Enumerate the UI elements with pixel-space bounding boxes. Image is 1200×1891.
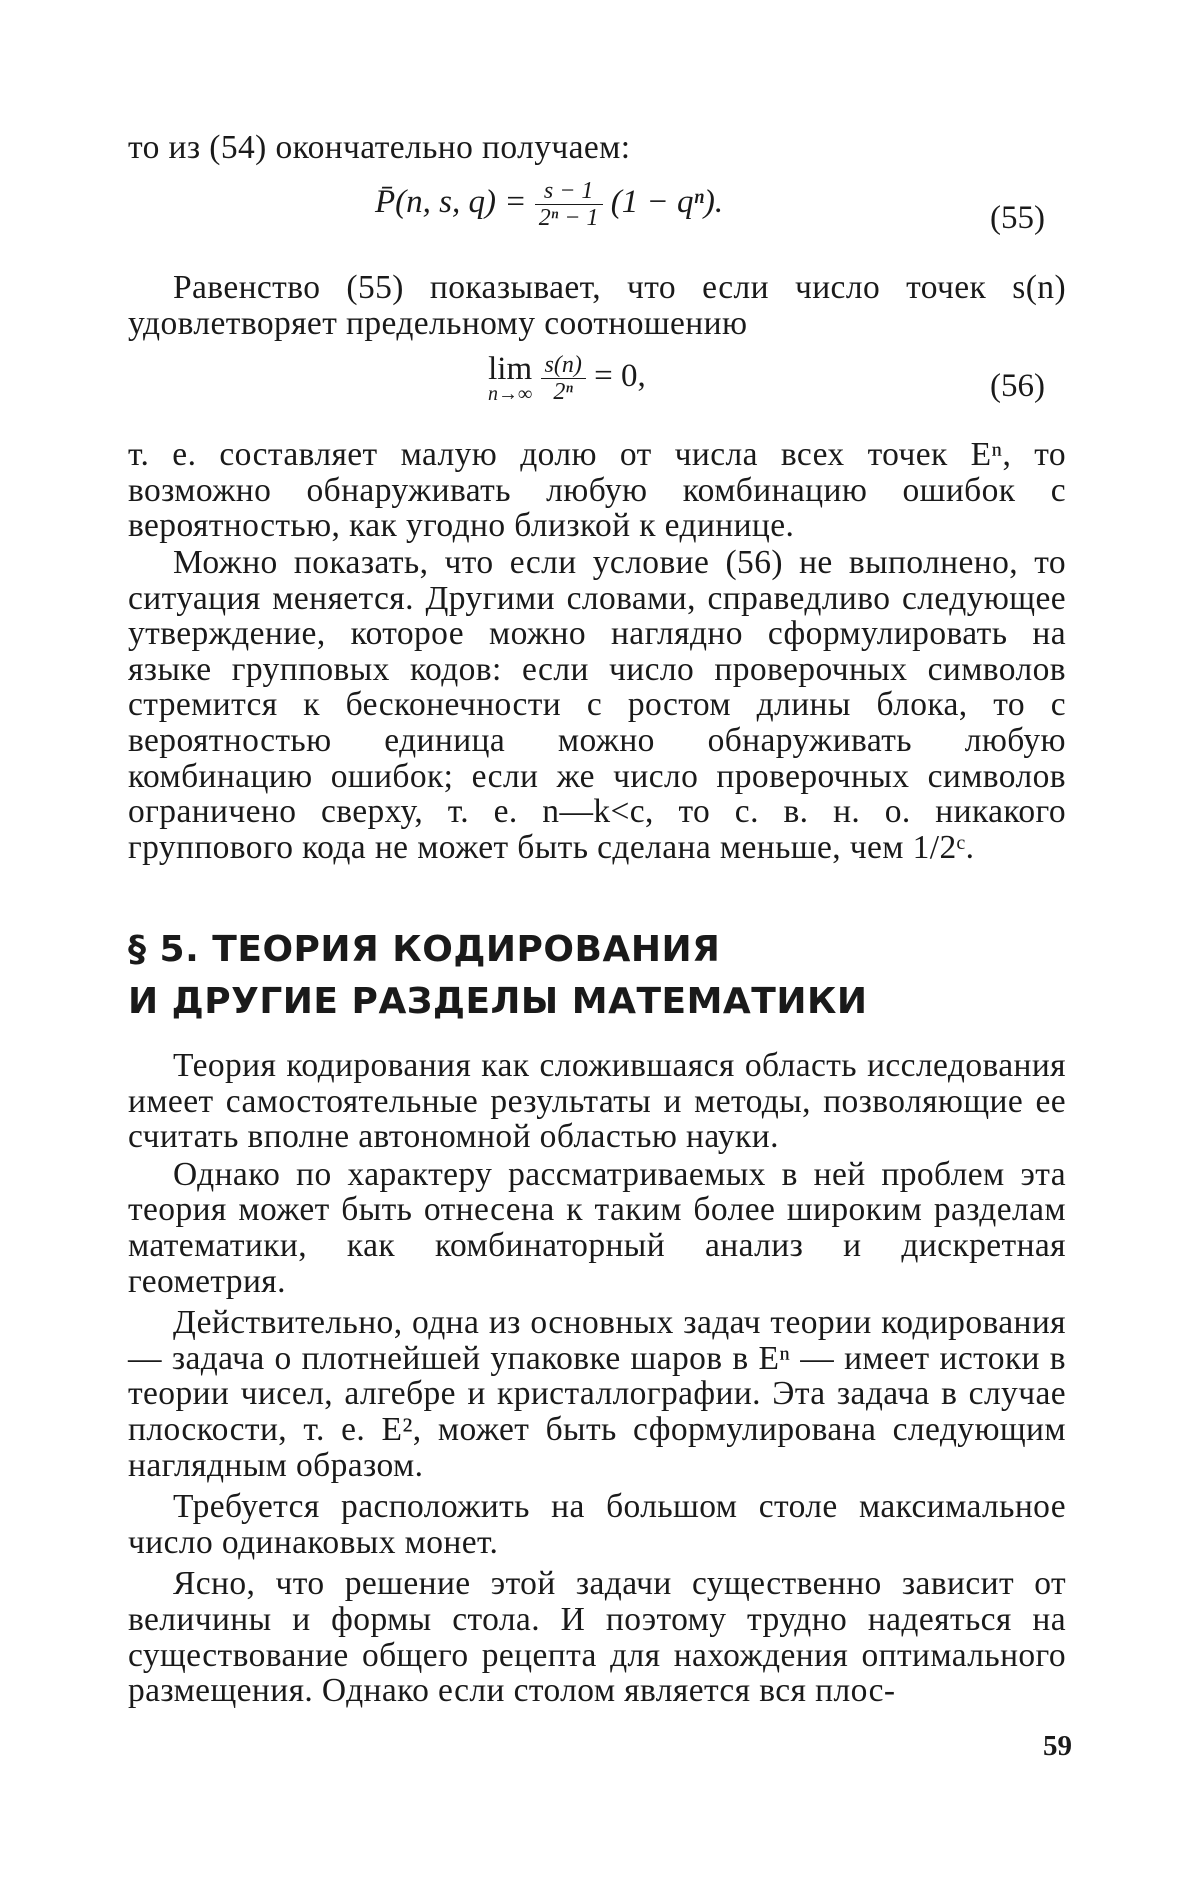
page-number: 59 bbox=[1043, 1730, 1072, 1762]
formula-55-denominator: 2ⁿ − 1 bbox=[538, 205, 599, 231]
formula-56-numerator: s(n) bbox=[541, 352, 586, 379]
limit-operator bbox=[488, 350, 533, 405]
paragraph-after-56 bbox=[128, 437, 1066, 544]
paragraph-after-55 bbox=[128, 270, 1066, 341]
section-heading bbox=[128, 924, 1068, 1028]
formula-56-denominator: 2ⁿ bbox=[553, 379, 573, 405]
equation-number-55: (55) bbox=[990, 200, 1045, 236]
section-paragraph-3: Действительно, одна из основных задач теории кодирования — задача о плотнейшей упаковке шаров в Eⁿ — имеет истоки в теории чисел, алгебре и кристаллографии. Эта задача в случае плоскости, т. е. E², может быть сформулирована следующим наглядным образом. bbox=[128, 1304, 1066, 1484]
paragraph-text: Можно показать, что если условие (56) не выполнено, то ситуация меняется. Другими словами, справедливо следующее утверждение, которое можно наглядно сформулировать на языке групповых кодов: если число проверочных символов стремится к бесконечности с ростом длины блока, то с вероятностью единица можно обнаруживать любую комбинацию ошибок; если же число проверочных символов ограничено сверху, т. е. n—k<c, то с. в. н. о. никакого группового кода не может быть сделана меньше, чем 1/2ᶜ. bbox=[128, 544, 1066, 866]
paragraph-text: т. е. составляет малую долю от числа всех точек Eⁿ, то возможно обнаруживать любую комбинацию ошибок с вероятностью, как угодно близкой к единице. bbox=[128, 436, 1066, 545]
section-paragraph-1: Теория кодирования как сложившаяся область исследования имеет самостоятельные результаты и методы, позволяющие ее считать вполне автономной областью науки. bbox=[128, 1047, 1066, 1156]
paragraph-text: Равенство (55) показывает, что если число точек s(n) удовлетворяет предельному соотношению bbox=[128, 269, 1066, 342]
formula-55-tail: (1 − qⁿ). bbox=[610, 184, 724, 221]
section-paragraph-5: Ясно, что решение этой задачи существенно зависит от величины и формы стола. И поэтому трудно надеяться на существование общего рецепта для нахождения оптимального размещения. Однако если столом является вся плос- bbox=[128, 1565, 1066, 1710]
intro-line: то из (54) окончательно получаем: bbox=[128, 129, 631, 166]
formula-55-lhs: P̄(n, s, q) = bbox=[375, 184, 527, 221]
formula-55-numerator: s − 1 bbox=[535, 178, 603, 205]
heading-line-1: § 5. ТЕОРИЯ КОДИРОВАНИЯ bbox=[128, 929, 721, 970]
formula-55-fraction bbox=[535, 178, 603, 231]
equation-number-56: (56) bbox=[990, 368, 1045, 404]
section-body bbox=[128, 1048, 1066, 1709]
section-paragraph-4: Требуется расположить на большом столе максимальное число одинаковых монет. bbox=[128, 1488, 1066, 1561]
formula-56-tail: = 0, bbox=[594, 358, 646, 395]
intro-text bbox=[128, 130, 1066, 166]
formula-56 bbox=[488, 352, 646, 405]
formula-56-fraction bbox=[541, 352, 586, 405]
formula-55 bbox=[375, 178, 723, 231]
limit-subscript: n→∞ bbox=[488, 382, 533, 405]
limit-word: lim bbox=[488, 350, 533, 387]
paragraph-condition bbox=[128, 545, 1066, 865]
heading-line-2: И ДРУГИЕ РАЗДЕЛЫ МАТЕМАТИКИ bbox=[128, 981, 868, 1022]
section-paragraph-2: Однако по характеру рассматриваемых в ней проблем эта теория может быть отнесена к таким более широким разделам математики, как комбинаторный анализ и дискретная геометрия. bbox=[128, 1155, 1066, 1300]
